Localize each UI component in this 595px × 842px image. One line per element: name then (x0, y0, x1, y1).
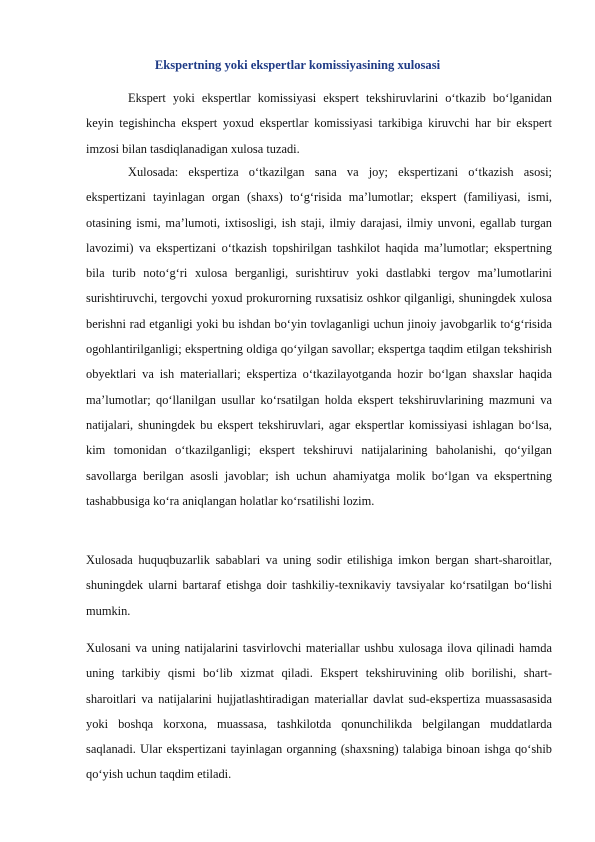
paragraph-3: Xulosada huquqbuzarlik sabablari va uning sodir etilishiga imkon bergan shart-sharoitlar, shuningdek ularni bartaraf etishga doir tashkiliy-texnikaviy tavsiyalar ko‘rsatilgan bo‘lishi mumkin. (86, 553, 552, 618)
paragraph-1: Ekspert yoki ekspertlar komissiyasi ekspert tekshiruvlarini o‘tkazib bo‘lganidan keyin tegishincha ekspert yoxud ekspertlar komissiyasi tarkibiga kiruvchi har bir ekspert imzosi bilan tasdiqlanadigan xulosa tuzadi. (86, 91, 552, 156)
document-title: Ekspertning yoki ekspertlar komissiyasining xulosasi (154, 58, 441, 72)
paragraph-2: Xulosada: ekspertiza o‘tkazilgan sana va joy; ekspertizani o‘tkazish asosi; ekspertizani tayinlagan organ (shaxs) to‘g‘risida ma’lumotlar; ekspert (familiyasi, ismi, otasining ismi, ma’lumoti, ixtisosligi, ish staji, ilmiy darajasi, ilmiy unvoni, egallab turgan lavozimi) va ekspertizani o‘tkazish topshirilgan tashkilot haqida ma’lumotlar; ekspertning bila turib noto‘g‘ri xulosa berganligi, surishtiruv yoki dastlabki tergov ma’lumotlarini surishtiruvchi, tergovchi yoxud prokurorning ruxsatisiz oshkor qilganligi, shuningdek xulosa berishni rad etganligi yoki bu ishdan bo‘yin tovlaganligi uchun jinoiy javobgarlik to‘g‘risida ogohlantirilganligi; ekspertning oldiga qo‘yilgan savollar; ekspertga taqdim etilgan tekshirish obyektlari va ish materiallari; ekspertiza o‘tkazilayotganda hozir bo‘lgan shaxslar haqida ma’lumotlar; qo‘llanilgan usullar ko‘rsatilgan holda ekspert tekshiruvlarining mazmuni va natijalari, shuningdek bu ekspert tekshiruvlari, agar ekspertlar komissiyasi ishlagan bo‘lsa, kim tomonidan o‘tkazilganligi; ekspert tekshiruvi natijalarining baholanishi, qo‘yilgan savollarga berilgan asosli javoblar; ish uchun ahamiyatga molik bo‘lgan va ekspertning tashabbusiga ko‘ra aniqlangan holatlar ko‘rsatilishi lozim. (86, 165, 552, 508)
paragraph-4: Xulosani va uning natijalarini tasvirlovchi materiallar ushbu xulosaga ilova qilinadi hamda uning tarkibiy qismi bo‘lib xizmat qiladi. Ekspert tekshiruvining olib borilishi, shart-sharoitlari va natijalarini hujjatlashtiradigan materiallar davlat sud-ekspertiza muassasasida yoki boshqa korxona, muassasa, tashkilotda qonunchilikda belgilangan muddatlarda saqlanadi. Ular ekspertizani tayinlagan organning (shaxsning) talabiga binoan ishga qo‘shib qo‘yish uchun taqdim etiladi. (86, 641, 552, 782)
